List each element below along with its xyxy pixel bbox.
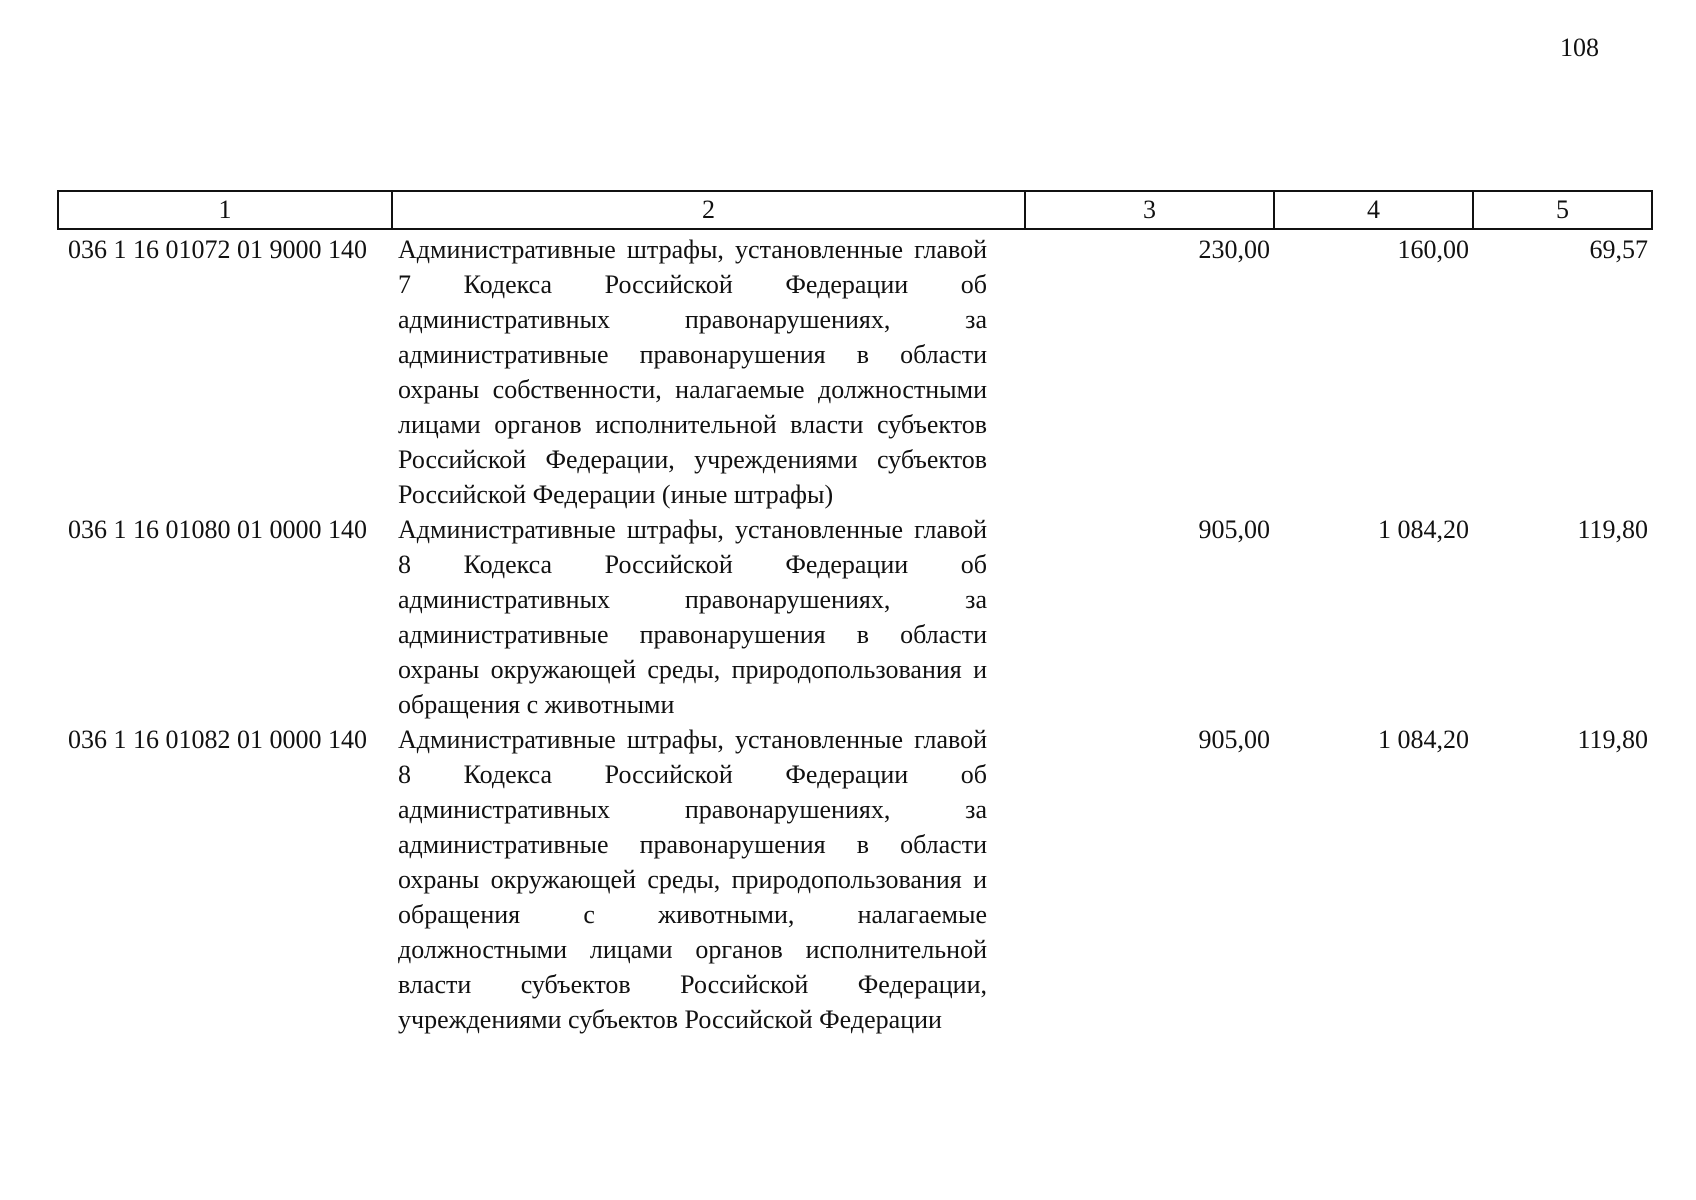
- amount-col-5: 119,80: [1577, 725, 1648, 754]
- header-col-4: 4: [1274, 191, 1473, 229]
- header-col-3: 3: [1025, 191, 1274, 229]
- table-row: [58, 512, 1652, 722]
- header-col-1: 1: [58, 191, 392, 229]
- amount-col-5: 119,80: [1577, 515, 1648, 544]
- amount-col-4: 1 084,20: [1378, 725, 1469, 754]
- table-header: [58, 191, 1652, 229]
- amount-col-5: 69,57: [1589, 235, 1648, 264]
- amount-col-4: 1 084,20: [1378, 515, 1469, 544]
- header-row: [58, 191, 1652, 229]
- budget-code: 036 1 16 01080 01 0000 140: [68, 515, 367, 544]
- table-row: [58, 229, 1652, 512]
- page-number: 108: [1560, 33, 1599, 62]
- income-description: Административные штрафы, установленные главой 7 Кодекса Российской Федерации об административных правонарушениях, за административные правонарушения в области охраны собственности, налагаемые должностными лицами органов исполнительной власти субъектов Российской Федерации, учреждениями субъектов Российской Федерации (иные штрафы): [398, 235, 987, 509]
- amount-col-3: 905,00: [1198, 725, 1270, 754]
- income-description: Административные штрафы, установленные главой 8 Кодекса Российской Федерации об административных правонарушениях, за административные правонарушения в области охраны окружающей среды, природопользования и обращения с животными: [398, 515, 987, 719]
- header-col-5: 5: [1473, 191, 1652, 229]
- header-col-2: 2: [392, 191, 1025, 229]
- amount-col-3: 905,00: [1198, 515, 1270, 544]
- amount-col-3: 230,00: [1198, 235, 1270, 264]
- budget-code: 036 1 16 01082 01 0000 140: [68, 725, 367, 754]
- income-description: Административные штрафы, установленные главой 8 Кодекса Российской Федерации об административных правонарушениях, за административные правонарушения в области охраны окружающей среды, природопользования и обращения с животными, налагаемые должностными лицами органов исполнительной власти субъектов Российской Федерации, учреждениями субъектов Российской Федерации: [398, 725, 987, 1034]
- table-row: [58, 722, 1652, 1037]
- amount-col-4: 160,00: [1397, 235, 1469, 264]
- budget-code: 036 1 16 01072 01 9000 140: [68, 235, 367, 264]
- table-body: [58, 229, 1652, 1037]
- budget-table: [57, 190, 1653, 1037]
